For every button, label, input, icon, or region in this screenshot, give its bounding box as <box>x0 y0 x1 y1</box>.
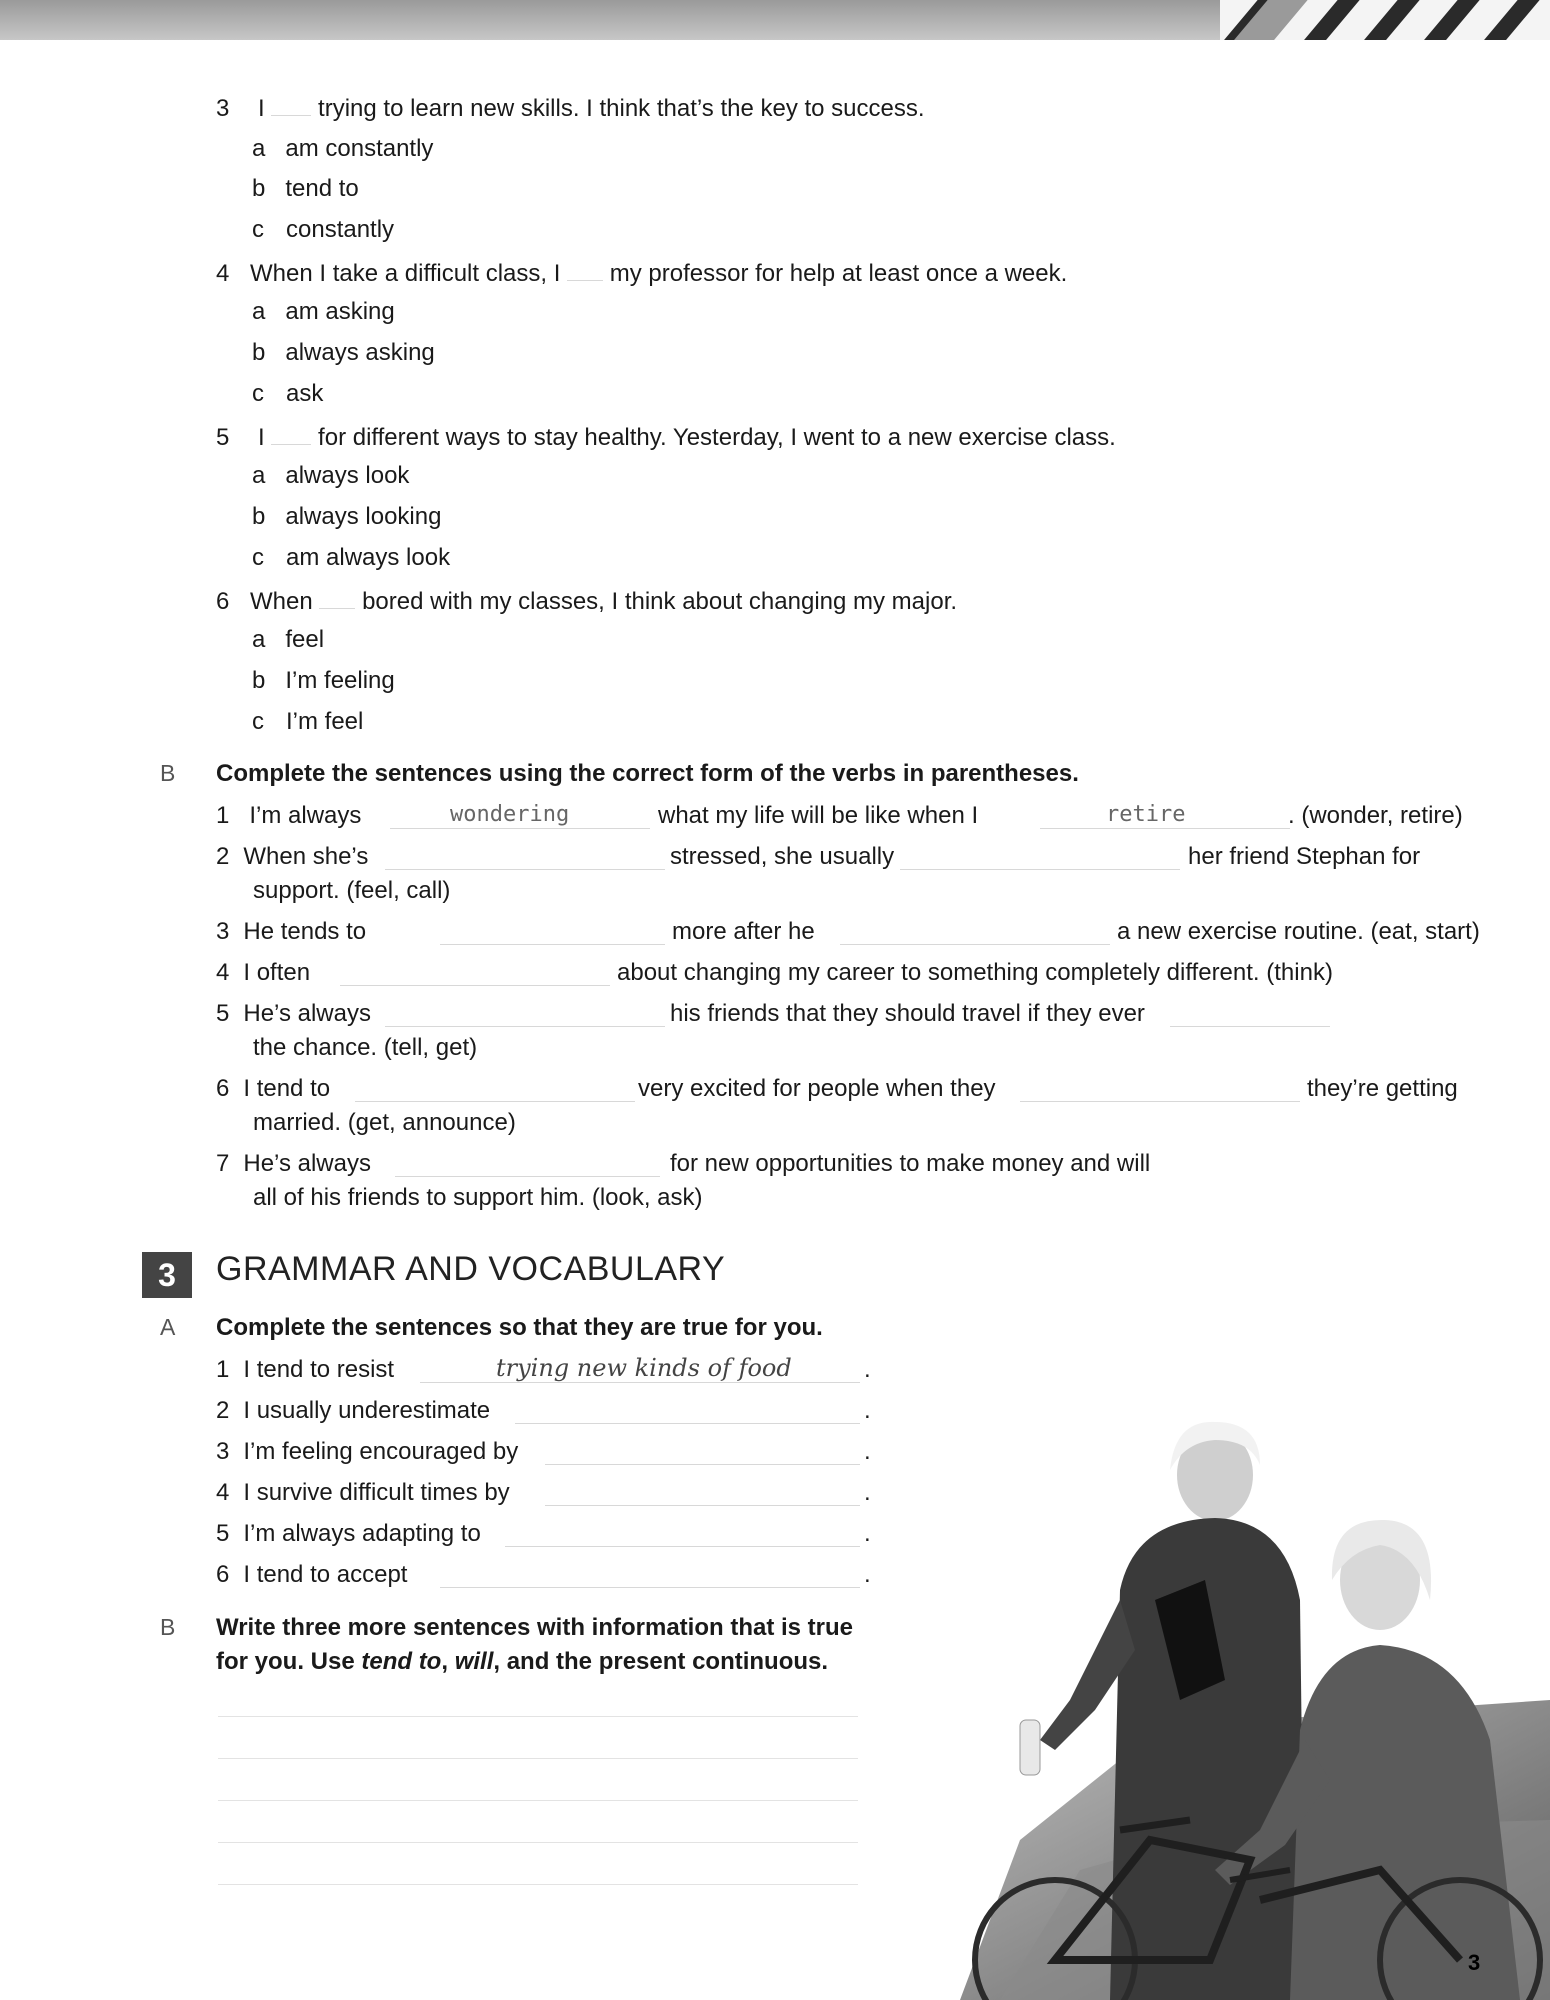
answer-blank[interactable] <box>900 846 1180 870</box>
option-a[interactable]: a always look <box>252 462 410 489</box>
question-4: 4 When I take a difficult class, I my professor for help at least once a week. <box>216 257 1067 289</box>
answer-blank[interactable] <box>1020 1078 1300 1102</box>
answer-blank[interactable] <box>545 1441 860 1465</box>
sentence-2: 2 When she’s <box>216 843 369 870</box>
answer-blank[interactable] <box>440 1564 860 1588</box>
section-letter-b: B <box>160 760 176 786</box>
sentence-1: 1 I’m always <box>216 802 362 829</box>
option-b[interactable]: b always looking <box>252 503 442 530</box>
statement-2: 2 I usually underestimate <box>216 1397 491 1424</box>
banner-stripes <box>1220 0 1550 40</box>
top-banner <box>0 0 1550 40</box>
instruction-b: Complete the sentences using the correct form of the verbs in parentheses. <box>216 760 1079 787</box>
answer-blank[interactable] <box>545 1482 860 1506</box>
handwritten-answer: trying new kinds of food <box>496 1354 792 1382</box>
sentence-6: 6 I tend to <box>216 1075 331 1102</box>
option-b[interactable]: b tend to <box>252 175 359 202</box>
answer-blank[interactable] <box>319 585 355 609</box>
instruction-b2-line1: Write three more sentences with information that is true <box>216 1614 854 1641</box>
handwritten-answer: wondering <box>450 802 570 827</box>
statement-1: 1 I tend to resist <box>216 1356 395 1383</box>
answer-blank[interactable] <box>395 1153 660 1177</box>
question-number: 4 <box>216 260 230 287</box>
question-number: 6 <box>216 588 230 615</box>
option-a[interactable]: a am constantly <box>252 135 434 162</box>
section-number-badge: 3 <box>142 1252 192 1298</box>
answer-blank[interactable] <box>505 1523 860 1547</box>
writing-line[interactable] <box>218 1758 858 1759</box>
writing-line[interactable] <box>218 1884 858 1885</box>
handwritten-answer: retire <box>1106 802 1186 827</box>
option-c[interactable]: c ask <box>252 380 324 407</box>
instruction-a: Complete the sentences so that they are true for you. <box>216 1314 823 1341</box>
answer-blank[interactable] <box>385 846 665 870</box>
section-letter-a: A <box>160 1314 176 1340</box>
section-heading: GRAMMAR AND VOCABULARY <box>216 1250 726 1288</box>
answer-blank[interactable] <box>271 92 311 116</box>
answer-blank[interactable] <box>840 921 1110 945</box>
statement-5: 5 I’m always adapting to <box>216 1520 481 1547</box>
sentence-3: 3 He tends to <box>216 918 367 945</box>
writing-line[interactable] <box>218 1842 858 1843</box>
question-number: 3 <box>216 95 230 122</box>
writing-line[interactable] <box>218 1800 858 1801</box>
answer-blank[interactable] <box>340 962 610 986</box>
option-b[interactable]: b always asking <box>252 339 435 366</box>
option-a[interactable]: a am asking <box>252 298 395 325</box>
sentence-4: 4 I often <box>216 959 311 986</box>
answer-blank[interactable] <box>567 257 603 281</box>
question-6: 6 When bored with my classes, I think about changing my major. <box>216 585 957 617</box>
question-3: 3 I trying to learn new skills. I think that’s the key to success. <box>216 92 925 124</box>
answer-blank[interactable] <box>271 421 311 445</box>
option-c[interactable]: c constantly <box>252 216 395 243</box>
statement-6: 6 I tend to accept <box>216 1561 408 1588</box>
page-number: 3 <box>1468 1950 1481 1975</box>
writing-line[interactable] <box>218 1716 858 1717</box>
answer-blank[interactable] <box>515 1400 860 1424</box>
answer-blank[interactable] <box>440 921 665 945</box>
answer-blank[interactable] <box>1170 1003 1330 1027</box>
sentence-7: 7 He’s always <box>216 1150 371 1177</box>
option-c[interactable]: c I’m feel <box>252 708 364 735</box>
instruction-b2-line2: for you. Use tend to, will, and the present continuous. <box>216 1648 829 1675</box>
sentence-5: 5 He’s always <box>216 1000 371 1027</box>
question-number: 5 <box>216 424 230 451</box>
option-c[interactable]: c am always look <box>252 544 451 571</box>
answer-blank[interactable] <box>355 1078 635 1102</box>
option-b[interactable]: b I’m feeling <box>252 667 395 694</box>
answer-blank[interactable] <box>385 1003 665 1027</box>
question-5: 5 I for different ways to stay healthy. Yesterday, I went to a new exercise class. <box>216 421 1116 453</box>
statement-3: 3 I’m feeling encouraged by <box>216 1438 519 1465</box>
statement-4: 4 I survive difficult times by <box>216 1479 510 1506</box>
section-letter-b2: B <box>160 1614 176 1640</box>
option-a[interactable]: a feel <box>252 626 325 653</box>
couple-with-bicycles-photo <box>960 1400 1550 2000</box>
